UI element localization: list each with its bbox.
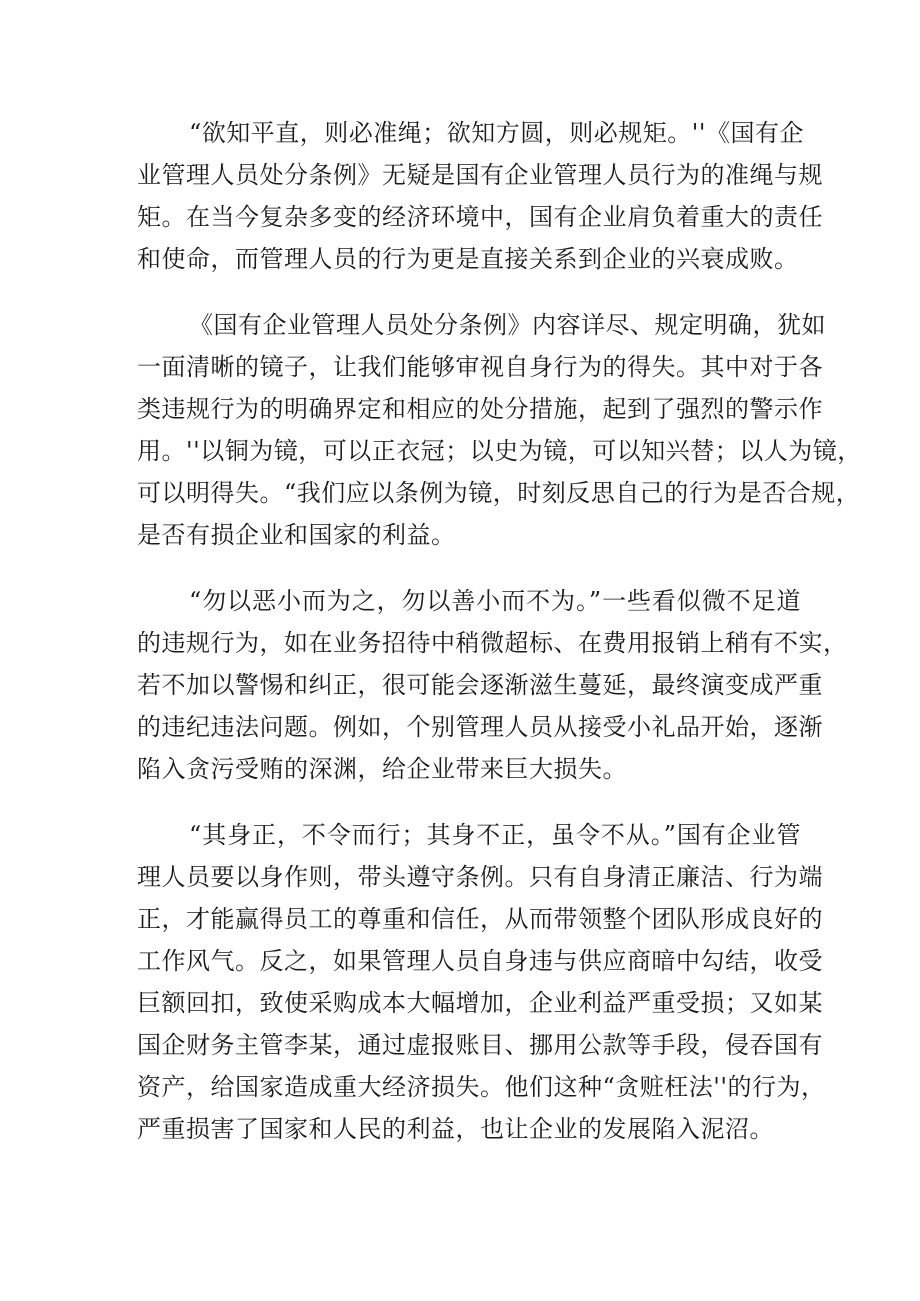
paragraph-line: 若不加以警惕和纠正，很可能会逐渐滋生蔓延，最终演变成严重 [137, 671, 823, 699]
paragraph-line: 类违规行为的明确界定和相应的处分措施，起到了强烈的警示作 [137, 395, 823, 423]
paragraph-line: 的违规行为，如在业务招待中稍微超标、在费用报销上稍有不实， [137, 629, 848, 657]
paragraph-line: 资产，给国家造成重大经济损失。他们这种“贪赃枉法''的行为， [137, 1073, 826, 1101]
paragraph-line: “欲知平直，则必准绳；欲知方圆，则必规矩。''《国有企 [189, 119, 804, 147]
paragraph-line: 业管理人员处分条例》无疑是国有企业管理人员行为的准绳与规 [137, 161, 823, 189]
paragraph-line: 可以明得失。“我们应以条例为镜，时刻反思自己的行为是否合规， [137, 479, 861, 507]
paragraph-line: 是否有损企业和国家的利益。 [137, 521, 456, 549]
paragraph-line: 严重损害了国家和人民的利益，也让企业的发展陷入泥沼。 [137, 1115, 774, 1143]
paragraph-line: 一面清晰的镜子，让我们能够审视自身行为的得失。其中对于各 [137, 353, 823, 381]
paragraph-3 [137, 580, 848, 790]
paragraph-line: 的违纪违法问题。例如，个别管理人员从接受小礼品开始，逐渐 [137, 713, 823, 741]
paragraph-line: 国企财务主管李某，通过虚报账目、挪用公款等手段，侵吞国有 [137, 1031, 823, 1059]
paragraph-4 [137, 814, 826, 1150]
paragraph-line: “勿以恶小而为之，勿以善小而不为。”一些看似微不足道 [189, 587, 801, 615]
document-body [137, 112, 862, 1174]
paragraph-line: 《国有企业管理人员处分条例》内容详尽、规定明确，犹如 [189, 311, 826, 339]
paragraph-line: 工作风气。反之，如果管理人员自身违与供应商暗中勾结，收受 [137, 947, 823, 975]
paragraph-line: “其身正，不令而行；其身不正，虽令不从。”国有企业管 [189, 821, 801, 849]
paragraph-line: 矩。在当今复杂多变的经济环境中，国有企业肩负着重大的责任 [137, 203, 823, 231]
paragraph-line: 陷入贪污受贿的深渊，给企业带来巨大损失。 [137, 755, 627, 783]
paragraph-line: 巨额回扣，致使采购成本大幅增加，企业利益严重受损；又如某 [137, 989, 823, 1017]
paragraph-line: 和使命，而管理人员的行为更是直接关系到企业的兴衰成败。 [137, 245, 799, 273]
paragraph-line: 用。''以铜为镜，可以正衣冠；以史为镜，可以知兴替；以人为镜， [137, 437, 862, 465]
paragraph-1 [137, 112, 823, 280]
paragraph-line: 理人员要以身作则，带头遵守条例。只有自身清正廉洁、行为端 [137, 863, 823, 891]
paragraph-2 [137, 304, 862, 556]
paragraph-line: 正，才能赢得员工的尊重和信任，从而带领整个团队形成良好的 [137, 905, 823, 933]
